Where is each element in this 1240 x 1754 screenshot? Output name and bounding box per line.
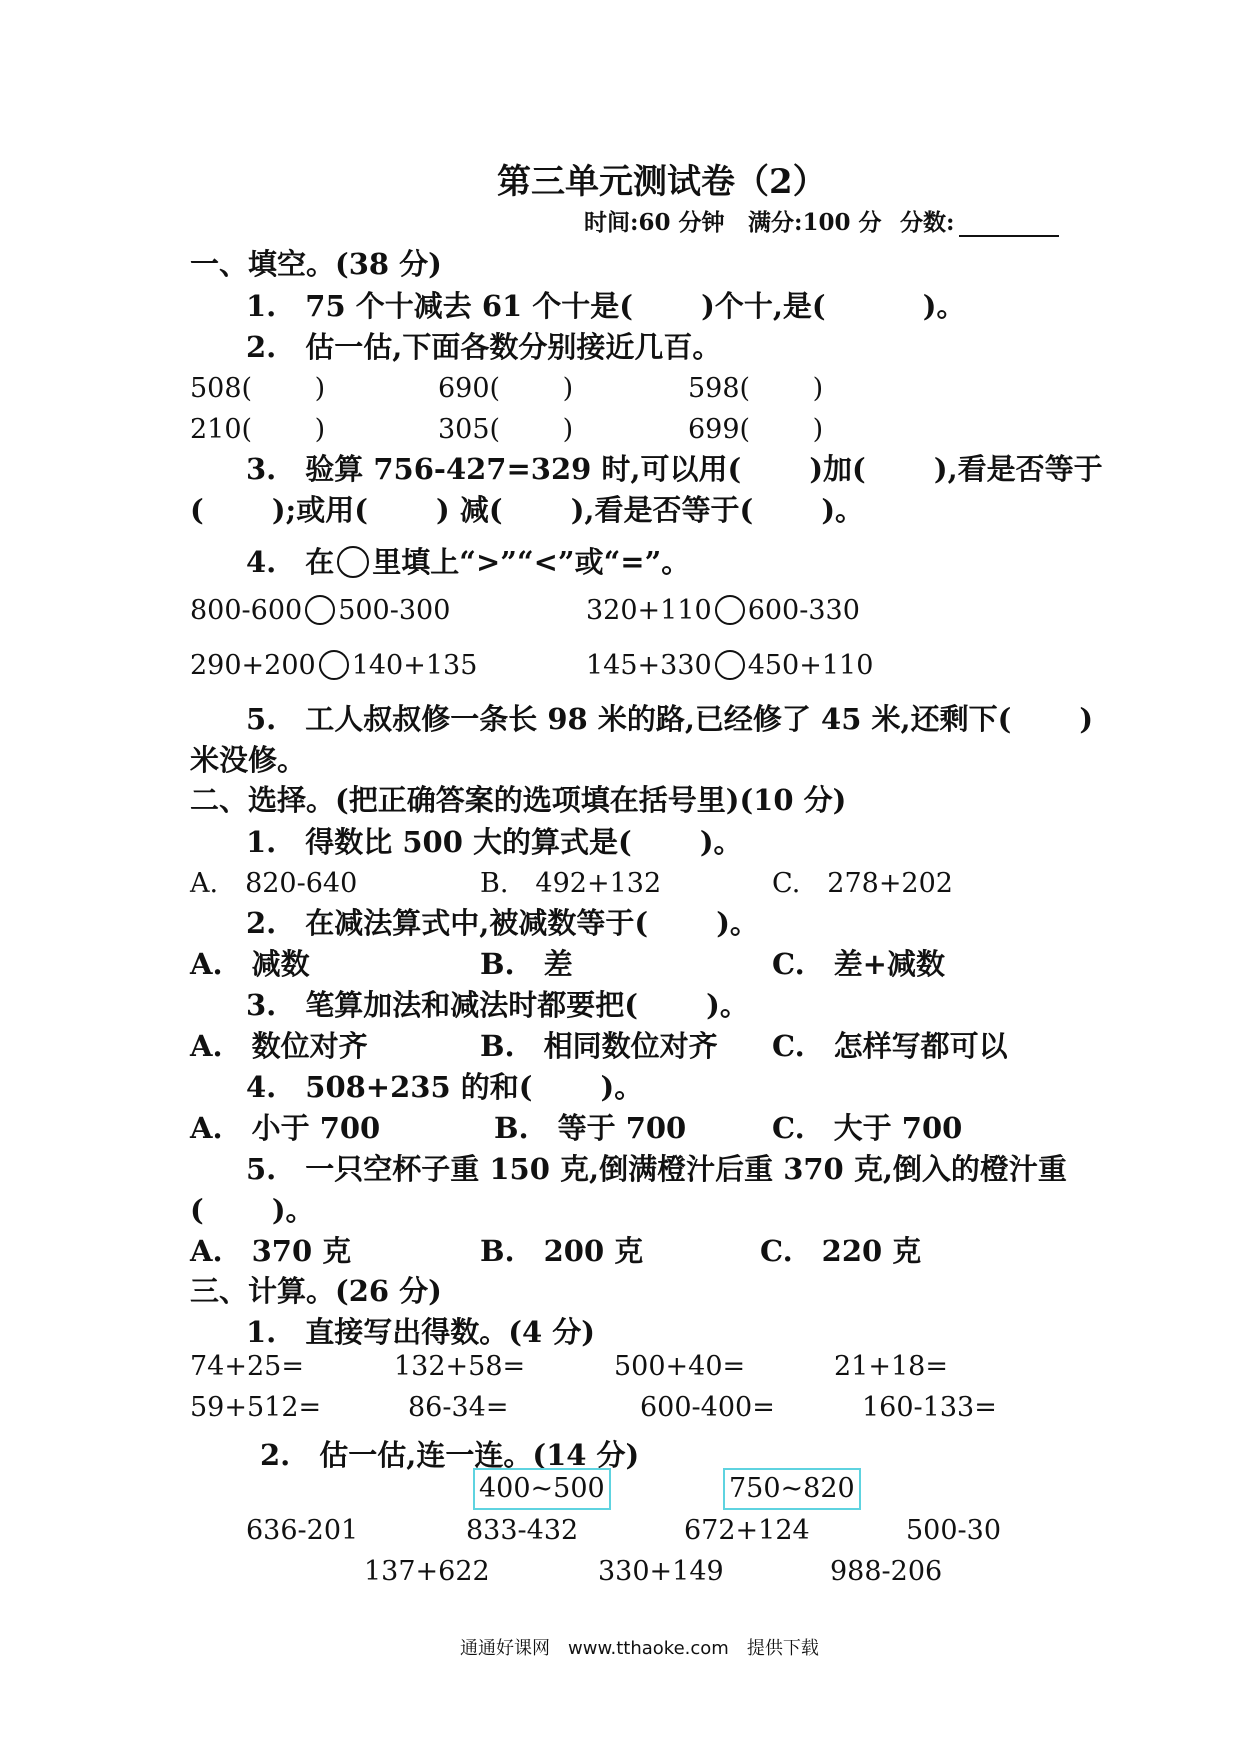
s3-q2: 2. 估一估,连一连。(14 分) xyxy=(260,1438,640,1472)
compare-right: 600-330 xyxy=(747,595,860,626)
calc-item: 132+58= xyxy=(394,1351,526,1382)
s2-q4-option-a: A. 小于 700 xyxy=(190,1111,381,1145)
s2-q5-option-a: A. 370 克 xyxy=(190,1234,352,1268)
s1-q3-line2: ( );或用( ) 减( ),看是否等于( )。 xyxy=(190,493,865,527)
s1-q3-line1: 3. 验算 756-427=329 时,可以用( )加( ),看是否等于 xyxy=(246,452,1103,486)
s2-q4: 4. 508+235 的和( )。 xyxy=(246,1070,644,1104)
compare-left: 320+110 xyxy=(586,595,712,626)
compare-right: 500-300 xyxy=(338,595,451,626)
calc-item: 86-34= xyxy=(408,1392,509,1423)
s1-q5-line1: 5. 工人叔叔修一条长 98 米的路,已经修了 45 米,还剩下( ) xyxy=(246,702,1094,736)
section1-heading: 一、填空。(38 分) xyxy=(190,247,442,281)
estimate-item[interactable]: 988-206 xyxy=(830,1556,943,1587)
page-title: 第三单元测试卷（2） xyxy=(497,162,827,202)
s2-q1-option-b: B. 492+132 xyxy=(480,868,662,899)
s1-q2-item: 508( ) xyxy=(190,373,326,404)
time-limit: 时间:60 分钟 xyxy=(584,209,725,236)
s2-q1-option-a: A. 820-640 xyxy=(190,868,358,899)
s1-q2-item: 305( ) xyxy=(438,414,574,445)
s2-q1-option-c: C. 278+202 xyxy=(772,868,953,899)
s2-q2-option-a: A. 减数 xyxy=(190,947,310,981)
estimate-item[interactable]: 137+622 xyxy=(364,1556,490,1587)
s2-q2-option-b: B. 差 xyxy=(480,947,573,981)
section3-heading: 三、计算。(26 分) xyxy=(190,1274,442,1308)
calc-item: 74+25= xyxy=(190,1351,304,1382)
compare-right: 140+135 xyxy=(351,650,478,681)
compare-left: 290+200 xyxy=(190,650,316,681)
score-label: 分数: xyxy=(900,209,955,236)
s2-q1: 1. 得数比 500 大的算式是( )。 xyxy=(246,825,743,859)
section2-heading: 二、选择。(把正确答案的选项填在括号里)(10 分) xyxy=(190,783,847,817)
compare-circle-icon xyxy=(337,546,369,578)
s1-q2-item: 699( ) xyxy=(688,414,824,445)
estimate-item[interactable]: 500-30 xyxy=(906,1515,1002,1546)
s1-q1: 1. 75 个十减去 61 个十是( )个十,是( )。 xyxy=(246,289,966,323)
score-blank[interactable] xyxy=(959,209,1059,237)
s2-q3-option-c: C. 怎样写都可以 xyxy=(772,1029,1008,1063)
s1-q4-suffix: 里填上“>”“<”或“=”。 xyxy=(372,545,691,579)
compare-item xyxy=(190,595,450,627)
answer-circle[interactable] xyxy=(715,650,745,680)
s2-q3: 3. 笔算加法和减法时都要把( )。 xyxy=(246,988,749,1022)
s3-q1: 1. 直接写出得数。(4 分) xyxy=(246,1315,595,1349)
estimate-item[interactable]: 672+124 xyxy=(684,1515,810,1546)
estimate-item[interactable]: 330+149 xyxy=(598,1556,724,1587)
score-field[interactable] xyxy=(900,204,1059,237)
compare-left: 145+330 xyxy=(586,650,712,681)
calc-item: 600-400= xyxy=(640,1392,775,1423)
answer-circle[interactable] xyxy=(715,595,745,625)
answer-circle[interactable] xyxy=(319,650,349,680)
s2-q4-option-b: B. 等于 700 xyxy=(494,1111,687,1145)
full-score: 满分:100 分 xyxy=(748,209,882,236)
footer-text: 通通好课网 www.tthaoke.com 提供下载 xyxy=(460,1638,819,1659)
s2-q2: 2. 在减法算式中,被减数等于( )。 xyxy=(246,906,759,940)
s1-q2: 2. 估一估,下面各数分别接近几百。 xyxy=(246,330,722,364)
estimate-item[interactable]: 636-201 xyxy=(246,1515,359,1546)
estimate-item[interactable]: 833-432 xyxy=(466,1515,579,1546)
s1-q2-item: 210( ) xyxy=(190,414,326,445)
calc-item: 160-133= xyxy=(862,1392,997,1423)
compare-right: 450+110 xyxy=(747,650,874,681)
s1-q5-line2: 米没修。 xyxy=(190,743,307,777)
s1-q4-prefix: 4. 在 xyxy=(246,545,335,579)
s2-q5-option-b: B. 200 克 xyxy=(480,1234,644,1268)
range-box[interactable]: 750~820 xyxy=(723,1468,861,1510)
answer-circle[interactable] xyxy=(305,595,335,625)
compare-left: 800-600 xyxy=(190,595,303,626)
s2-q3-option-a: A. 数位对齐 xyxy=(190,1029,368,1063)
compare-item xyxy=(190,650,477,682)
s2-q5-option-c: C. 220 克 xyxy=(760,1234,922,1268)
s1-q4 xyxy=(246,540,690,581)
s2-q3-option-b: B. 相同数位对齐 xyxy=(480,1029,718,1063)
range-box[interactable]: 400~500 xyxy=(473,1468,611,1510)
compare-item xyxy=(586,650,873,682)
calc-item: 21+18= xyxy=(834,1351,948,1382)
compare-item xyxy=(586,595,860,627)
calc-item: 59+512= xyxy=(190,1392,322,1423)
s2-q4-option-c: C. 大于 700 xyxy=(772,1111,963,1145)
s1-q2-item: 598( ) xyxy=(688,373,824,404)
calc-item: 500+40= xyxy=(614,1351,746,1382)
s2-q5-line2: ( )。 xyxy=(190,1193,315,1227)
s1-q2-item: 690( ) xyxy=(438,373,574,404)
s2-q5-line1: 5. 一只空杯子重 150 克,倒满橙汁后重 370 克,倒入的橙汁重 xyxy=(246,1152,1067,1186)
s2-q2-option-c: C. 差+减数 xyxy=(772,947,945,981)
